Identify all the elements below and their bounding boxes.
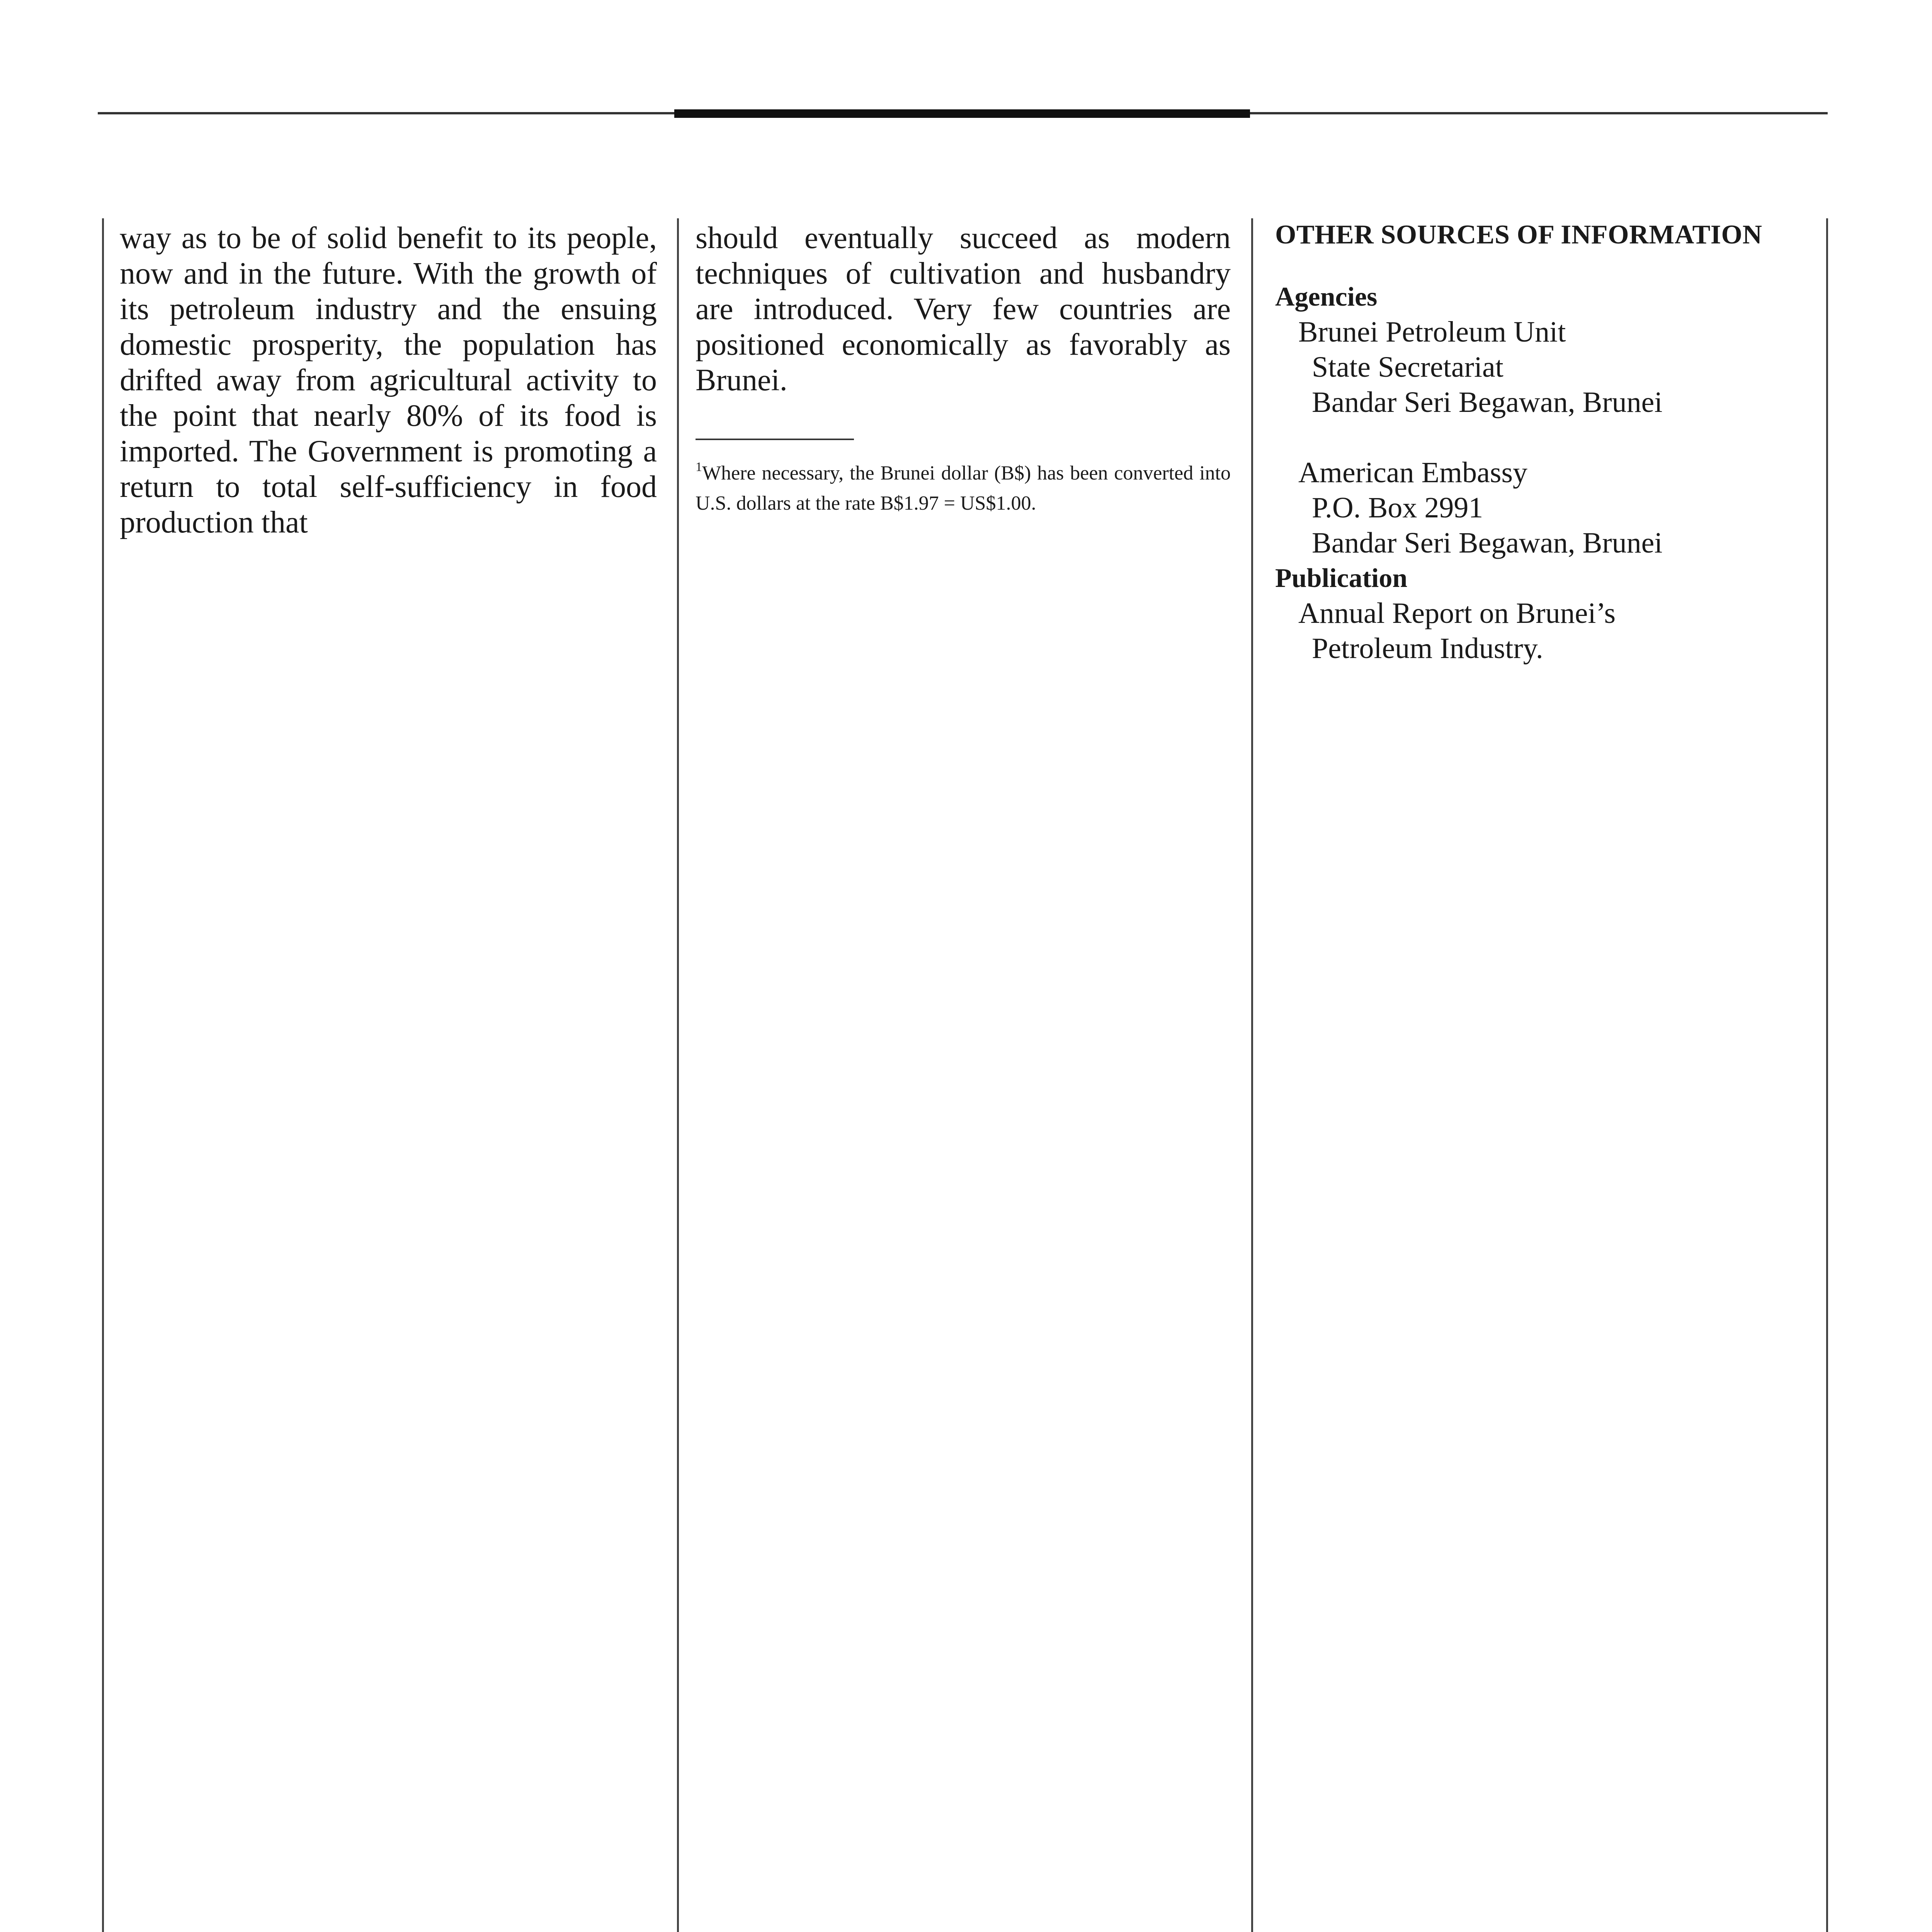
agency-address-line: P.O. Box 2991 <box>1312 492 1483 524</box>
publication-title: Petroleum Industry. <box>1312 632 1543 665</box>
column-divider <box>102 218 104 1932</box>
agency-address-line: Bandar Seri Begawan, Brunei <box>1312 527 1663 559</box>
footnote-marker: 1 <box>696 460 702 474</box>
agencies-heading: Agencies <box>1275 282 1378 312</box>
column-divider <box>1826 218 1828 1932</box>
agency-address-line: State Secretariat <box>1312 351 1503 383</box>
agency-name: American Embassy <box>1298 456 1528 489</box>
footnote-rule <box>696 439 854 440</box>
spacer <box>1275 420 1820 455</box>
publication-heading: Publication <box>1275 563 1408 593</box>
footnote-text: Where necessary, the Brunei dollar (B$) has been converted into U.S. dollars at the rate B$1.97 = US$1.00. <box>696 462 1231 514</box>
body-paragraph: should eventually succeed as modern techniques of cultivation and husbandry are introduced. Very few countries are positioned economically as favorably as Brunei. <box>696 221 1231 397</box>
other-sources-section <box>1275 217 1820 666</box>
agency-name: Brunei Petroleum Unit <box>1298 316 1566 348</box>
body-paragraph: way as to be of solid benefit to its people, now and in the future. With the growth of its petroleum industry and the ensuing domestic prosperity, the population has drifted away from agricultural activity to the point that nearly 80% of its food is imported. The Government is promoting a return to total self-sufficiency in food production that <box>120 221 657 539</box>
body-column-left <box>120 220 657 540</box>
agency-address-line: Bandar Seri Begawan, Brunei <box>1312 386 1663 418</box>
column-divider <box>1251 218 1253 1932</box>
publication-title: Annual Report on Brunei’s <box>1298 597 1616 629</box>
header-rule-bar <box>674 109 1250 118</box>
footnote <box>696 452 1231 519</box>
body-column-middle <box>696 220 1231 398</box>
section-heading: OTHER SOURCES OF INFORMATION <box>1275 220 1762 250</box>
column-divider <box>677 218 679 1932</box>
